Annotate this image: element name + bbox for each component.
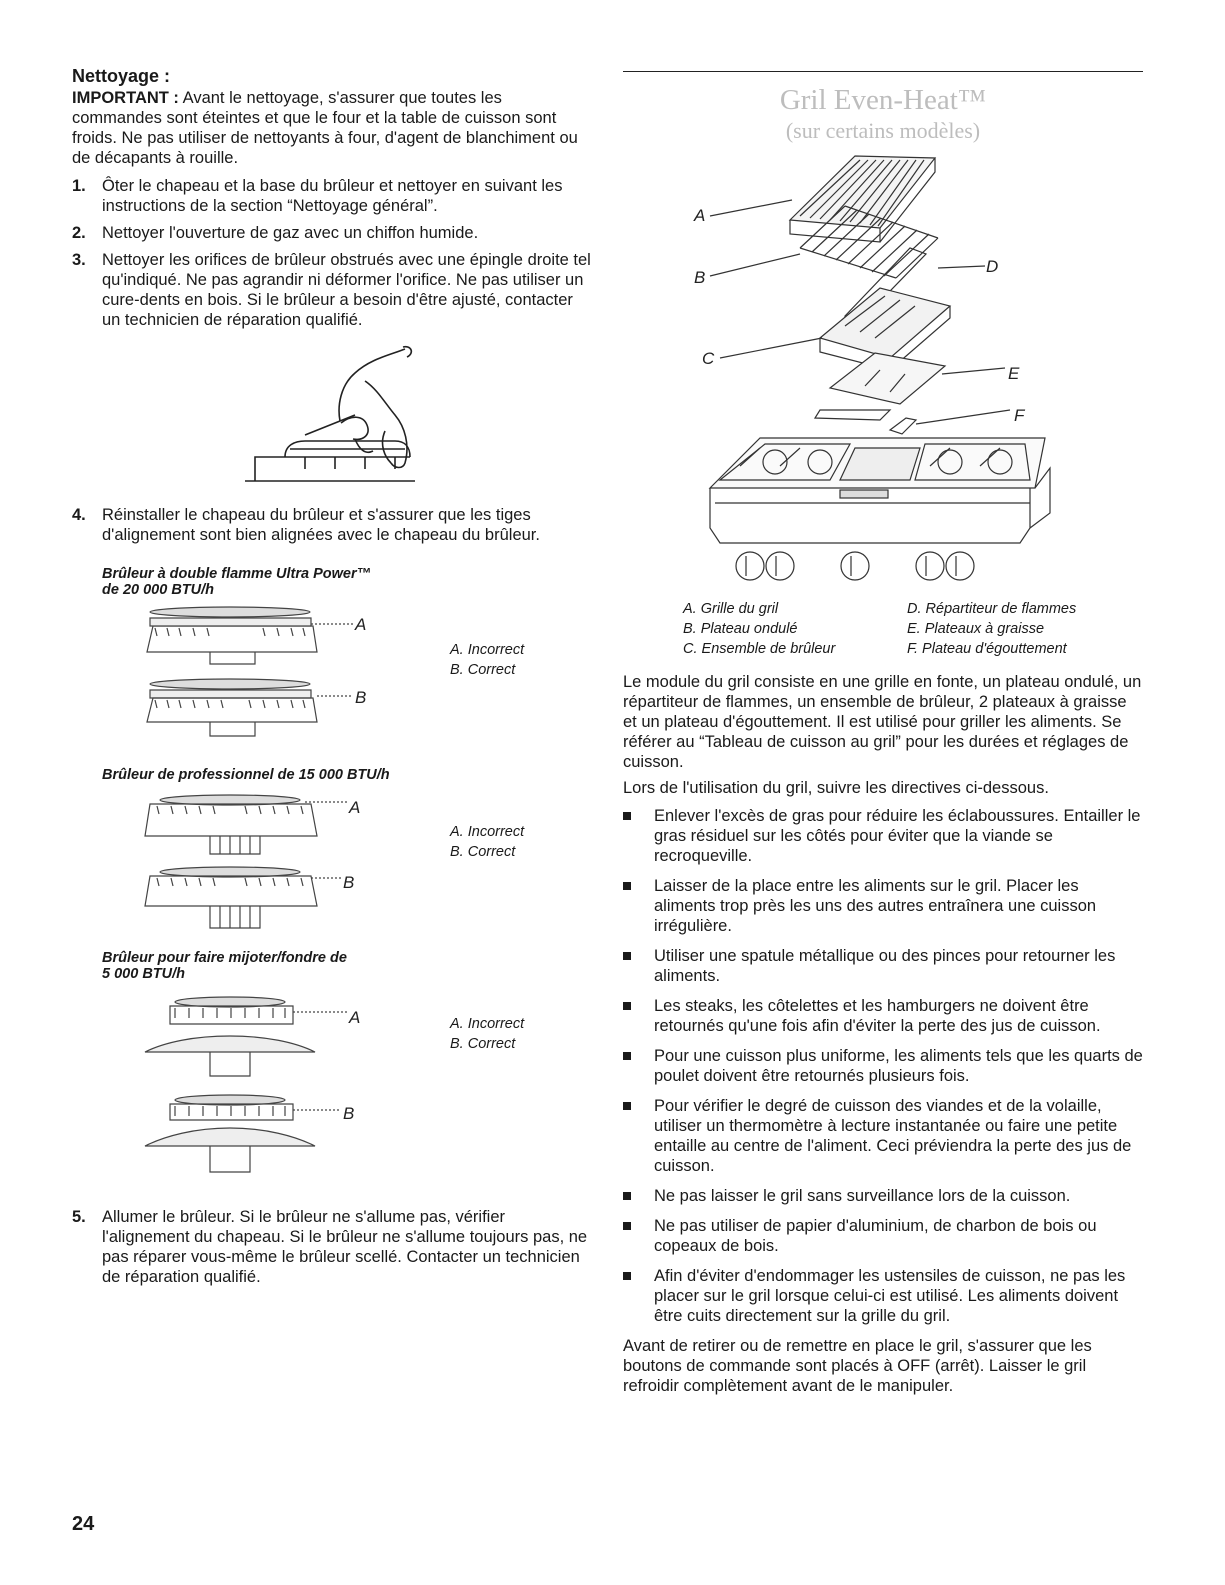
caption-line: Brûleur à double flamme Ultra Power™ <box>102 566 372 582</box>
important-note <box>72 88 592 168</box>
legend-incorrect: A. Incorrect <box>450 642 525 658</box>
burner3-legend <box>450 1014 524 1054</box>
part-label: D. Répartiteur de flammes <box>907 601 1077 617</box>
callout-c: C <box>702 349 715 368</box>
part-label: F. Plateau d'égouttement <box>907 641 1067 657</box>
part-label: B. Plateau ondulé <box>683 621 798 637</box>
callout-b: B <box>694 268 706 287</box>
burner1-diagram <box>135 600 375 750</box>
part-label: E. Plateaux à graisse <box>907 621 1045 637</box>
section-heading: Nettoyage : <box>72 66 171 86</box>
callout-f: F <box>1014 406 1025 425</box>
callout-a: A <box>694 206 706 225</box>
burner1-legend <box>450 640 524 680</box>
list-item: Pour vérifier le degré de cuisson des viandes et de la volaille, utiliser un thermomètre à lecture instantanée ou faire une petite entaille au centre de l'aliment. Ceci préviendra la perte des jus de cuisson. <box>623 1096 1143 1176</box>
callout-b: B <box>343 1104 355 1123</box>
list-item: Utiliser une spatule métallique ou des pinces pour retourner les aliments. <box>623 946 1143 986</box>
step-number: 5. <box>72 1208 86 1226</box>
legend-incorrect: A. Incorrect <box>450 824 525 840</box>
step-text: Allumer le brûleur. Si le brûleur ne s'allume pas, vérifier l'alignement du chapeau. Si le brûleur ne s'allume toujours pas, ne pas réparer vous-même le brûleur scellé. Contacter un technicien de réparation qualifié. <box>102 1208 588 1286</box>
callout-a: A <box>349 1008 361 1027</box>
step-1 <box>72 176 592 216</box>
grill-intro: Le module du gril consiste en une grille en fonte, un plateau ondulé, un répartiteur de flammes, un ensemble de brûleur, 2 plateaux à graisse et un plateau d'égouttement. Il est utilisé pour griller les aliments. Se référer au “Tableau de cuisson au gril” pour les durées et réglages de cuisson. <box>623 673 1142 771</box>
pin-cleaning-illustration <box>245 345 425 483</box>
step-5 <box>72 1207 592 1287</box>
burner3-diagram <box>135 990 375 1185</box>
list-item: Ne pas laisser le gril sans surveillance lors de la cuisson. <box>623 1186 1143 1206</box>
callout-a: A <box>349 798 361 817</box>
grill-exploded-diagram <box>680 148 1065 588</box>
grill-subtitle: (sur certains modèles) <box>785 118 981 143</box>
list-item: Ne pas utiliser de papier d'aluminium, de charbon de bois ou copeaux de bois. <box>623 1216 1143 1256</box>
list-item: Les steaks, les côtelettes et les hamburgers ne doivent être retournés qu'une fois afin d'éviter la perte des jus de cuisson. <box>623 996 1143 1036</box>
step-4 <box>72 505 592 545</box>
step-2 <box>72 223 592 243</box>
step-text: Nettoyer les orifices de brûleur obstrués avec une épingle droite tel qu'indiqué. Ne pas agrandir ni déformer l'orifice. Ne pas utiliser un cure-dents en bois. Si le brûleur a besoin d'être ajusté, contacter un technicien de réparation qualifié. <box>102 251 591 329</box>
burner2-diagram <box>135 790 375 935</box>
step-number: 1. <box>72 177 86 195</box>
legend-correct: B. Correct <box>450 662 516 678</box>
legend-correct: B. Correct <box>450 844 516 860</box>
step-3 <box>72 250 592 330</box>
step-text: Réinstaller le chapeau du brûleur et s'assurer que les tiges d'alignement sont bien alignées avec le chapeau du brûleur. <box>102 506 540 544</box>
cleaning-section <box>72 66 592 337</box>
step-number: 4. <box>72 506 86 524</box>
step-text: Ôter le chapeau et la base du brûleur et nettoyer en suivant les instructions de la section “Nettoyage général”. <box>102 177 563 215</box>
callout-b: B <box>343 873 355 892</box>
grill-body <box>623 672 1143 1396</box>
parts-legend-left <box>683 599 835 659</box>
caption-line: Brûleur pour faire mijoter/fondre de <box>102 950 347 966</box>
part-label: C. Ensemble de brûleur <box>683 641 836 657</box>
part-label: A. Grille du gril <box>683 601 779 617</box>
burner2-legend <box>450 822 524 862</box>
step-text: Nettoyer l'ouverture de gaz avec un chiffon humide. <box>102 224 479 242</box>
list-item: Afin d'éviter d'endommager les ustensiles de cuisson, ne pas les placer sur le gril lorsque celui-ci est utilisé. Les aliments doivent être cuits directement sur la grille du gril. <box>623 1266 1143 1326</box>
caption-line: 5 000 BTU/h <box>102 966 185 982</box>
grill-closing: Avant de retirer ou de remettre en place le gril, s'assurer que les boutons de commande sont placés à OFF (arrêt). Laisser le gril refroidir complètement avant de le manipuler. <box>623 1337 1092 1395</box>
callout-a: A <box>355 615 367 634</box>
important-text: Avant le nettoyage, s'assurer que toutes les commandes sont éteintes et que le four et la table de cuisson sont froids. Ne pas utiliser de nettoyants à four, d'agent de blanchiment ou de décapants à rouille. <box>72 89 578 167</box>
list-item: Laisser de la place entre les aliments sur le gril. Placer les aliments trop près les uns des autres entraînera une cuisson irrégulière. <box>623 876 1143 936</box>
page-number: 24 <box>72 1513 95 1535</box>
important-label: IMPORTANT : <box>72 89 179 107</box>
step-number: 2. <box>72 224 86 242</box>
grill-title: Gril Even-Heat™ <box>779 84 987 116</box>
list-item: Pour une cuisson plus uniforme, les aliments tels que les quarts de poulet doivent être retournés plusieurs fois. <box>623 1046 1143 1086</box>
legend-correct: B. Correct <box>450 1036 516 1052</box>
callout-d: D <box>986 257 999 276</box>
grill-directives: Lors de l'utilisation du gril, suivre les directives ci-dessous. <box>623 779 1049 797</box>
list-item: Enlever l'excès de gras pour réduire les éclaboussures. Entailler le gras résiduel sur les côtés pour éviter que la viande se recroqueville. <box>623 806 1143 866</box>
section-divider <box>623 71 1143 72</box>
step-number: 3. <box>72 251 86 269</box>
callout-b: B <box>355 688 367 707</box>
parts-legend-right <box>907 599 1076 659</box>
burner3-caption <box>102 950 347 982</box>
burner1-caption <box>102 566 371 598</box>
caption-line: de 20 000 BTU/h <box>102 582 215 598</box>
burner2-caption: Brûleur de professionnel de 15 000 BTU/h <box>102 767 390 783</box>
legend-incorrect: A. Incorrect <box>450 1016 525 1032</box>
callout-e: E <box>1008 364 1020 383</box>
